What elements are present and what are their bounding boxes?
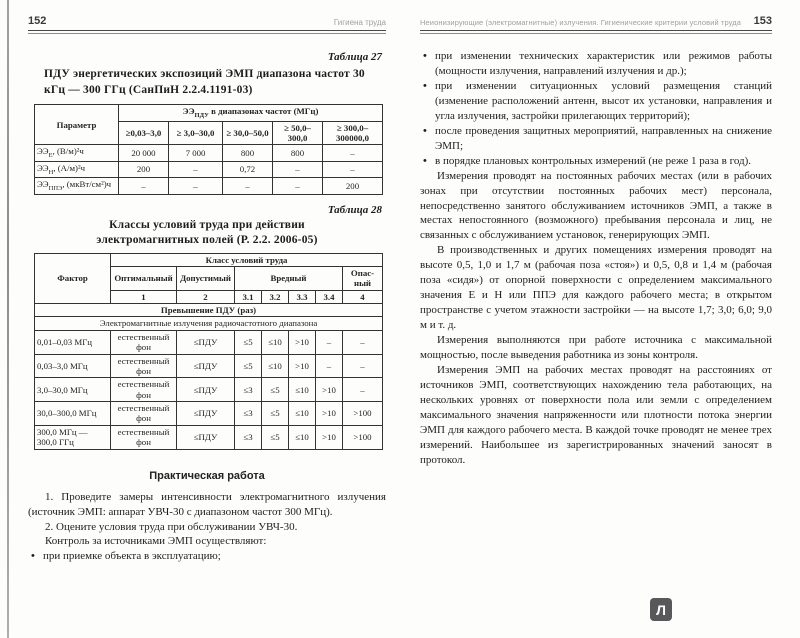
t27-cell: – [169,161,223,177]
table-28 [34,253,383,450]
t28-cell: – [316,354,343,378]
t27-cell: – [323,161,383,177]
t28-class-num: 3.3 [289,290,316,303]
table28-title [28,218,386,249]
t27-cell: – [273,178,323,194]
t28-class-num: 3.4 [316,290,343,303]
table27-title: ПДУ энергетических экспозиций ЭМП диапазона частот 30 кГц — 300 ГГц (СанПиН 2.2.4.1191-03) [44,68,365,97]
paragraph: Контроль за источниками ЭМП осуществляют: [45,535,267,548]
t28-class-num: 3.2 [262,290,289,303]
t28-col-danger: Опасный [343,266,383,290]
paragraph: Измерения ЭМП на рабочих местах проводят на расстояниях от источников ЭМП, соответствующих нахождению тела работающих, на нескольких уровнях от поверхности пола или земли с определением максимального значения напряженности или плотности потока энергии ЭМП для каждого рабочего места. В каждой точке проводят не менее трех измерений. Наибольшее из зарегистрированных значений заносят в протокол. [420,364,772,466]
t28-cell: >100 [343,425,383,449]
t28-cell: ≤5 [262,378,289,402]
t28-cell: – [343,378,383,402]
t27-group-sub: ПДУ [194,111,209,119]
t28-factor: 0,01–0,03 МГц [35,330,111,354]
right-page-body [420,49,772,468]
t28-cell: >10 [289,354,316,378]
t27-param [35,145,119,161]
t27-cell: – [223,178,273,194]
param-suffix: , (В/м)²ч [52,146,84,157]
page-left [28,0,386,638]
t27-cell: – [119,178,169,194]
bullet-item: • при изменении технических характеристик или режимов работы (мощности излучения, направлений излучения и др.); [420,49,772,79]
t27-param-header: Параметр [35,105,119,145]
t28-cell: естественный фон [111,354,177,378]
practical-work-heading: Практическая работа [149,469,265,482]
t27-cell: – [323,145,383,161]
t28-cell: ≤3 [235,425,262,449]
t28-cell: ≤5 [235,330,262,354]
t27-col-header: ≥0,03–3,0 [119,121,169,145]
t28-row [35,354,383,378]
running-head-left [28,0,386,27]
param-suffix: , (мкВт/см²)ч [62,179,112,190]
bullet-item: • в порядке плановых контрольных измерений (не реже 1 раза в год). [420,154,772,169]
t28-cell: ≤10 [262,354,289,378]
t28-cell: >10 [316,378,343,402]
t28-col-allowed: Допустимый [177,266,235,290]
practical-work-body [28,490,386,565]
paragraph: Измерения проводят на постоянных рабочих местах (или в рабочих зонах при отсутствии постоянных рабочих мест) персонала, непосредственно занятого обслуживанием источников ЭМП, а также в местах непостоянного (возможного) пребывания персонала и лиц, не связанных с обслуживанием установок, генерирующих ЭМП. [420,169,772,242]
t28-cell: ≤ПДУ [177,378,235,402]
paragraph: В производственных и других помещениях измерения проводят на высоте 0,5, 1,0 и 1,7 м (рабочая поза «стоя») и 0,5, 0,8 и 1,4 м (рабочая поза «сидя») от опорной поверхности с определением максимального значения Е и Н или ППЭ для каждого рабочего места; в открытом пространстве с учетом этажности застройки — на высоте 1,7; 3,0; 6,0; 9,0 м и т. д. [420,244,772,332]
t28-factor: 30,0–300,0 МГц [35,402,111,426]
table28-title-line1: Классы условий труда при действии [109,218,305,231]
running-head-text-left: Гигиена труда [333,18,386,27]
table27-caption: Таблица 27 [327,51,382,63]
t28-factor-header: Фактор [35,253,111,304]
param-prefix: ЭЭ [37,179,49,190]
param-sub: Е [48,152,53,160]
t28-cell: ≤5 [262,425,289,449]
t28-cell: естественный фон [111,378,177,402]
t27-cell: 20 000 [119,145,169,161]
t28-cell: >10 [316,425,343,449]
param-sub: ППЭ [48,184,63,192]
t28-col-harmful: Вредный [235,266,343,290]
t28-cell: ≤ПДУ [177,425,235,449]
paragraph: Измерения выполняются при работе источника с максимальной мощностью, после выведения работника из зоны контроля. [420,334,772,362]
t28-cell: ≤10 [289,425,316,449]
t27-cell: 7 000 [169,145,223,161]
t27-cell: 200 [323,178,383,194]
t27-col-header: ≥ 50,0–300,0 [273,121,323,145]
t27-cell: – [273,161,323,177]
bullet-item: • после проведения защитных мероприятий, направленных на снижение ЭМП; [420,124,772,154]
t28-row [35,425,383,449]
t27-cell: 800 [273,145,323,161]
t28-cell: ≤10 [262,330,289,354]
t27-row [35,178,383,194]
t27-param [35,178,119,194]
bullet-item: • при приемке объекта в эксплуатацию; [28,549,386,564]
t28-cell: ≤3 [235,378,262,402]
t28-class-num: 2 [177,290,235,303]
t27-cell: 0,72 [223,161,273,177]
t28-factor: 3,0–30,0 МГц [35,378,111,402]
bullet-item: • при изменении ситуационных условий размещения станций (изменение расположений антенн, высот их установки, направления и угла излучения, застройки прилегающих территорий); [420,79,772,124]
t27-col-header: ≥ 30,0–50,0 [223,121,273,145]
t28-cell: ≤ПДУ [177,354,235,378]
t27-param [35,161,119,177]
t27-row [35,161,383,177]
t28-cell: естественный фон [111,330,177,354]
t28-class-num: 3.1 [235,290,262,303]
t28-band-rf: Электромагнитные излучения радиочастотного диапазона [35,317,383,330]
t28-cell: – [343,354,383,378]
table28-caption: Таблица 28 [327,203,382,216]
paragraph: 1. Проведите замеры интенсивности электромагнитного излучения (источник ЭМП: аппарат УВЧ-30 с диапазоном частот 300 МГц). [28,490,386,518]
t28-factor: 0,03–3,0 МГц [35,354,111,378]
t28-cell: ≤ПДУ [177,402,235,426]
page-right [420,0,772,638]
t28-class-num: 1 [111,290,177,303]
header-rule-right [420,30,772,34]
labirint-logo: Л [650,598,672,621]
t28-row [35,330,383,354]
t27-cell: – [169,178,223,194]
t28-cell: ≤3 [235,402,262,426]
t28-cell: – [316,330,343,354]
running-head-text-right: Неионизирующие (электромагнитные) излучения. Гигиенические критерии условий труда [420,18,742,27]
t27-group-suffix: в диапазонах частот (МГц) [208,106,319,117]
t28-class-header: Класс условий труда [111,253,383,266]
t28-band-exceed: Превышение ПДУ (раз) [35,304,383,317]
t28-cell: естественный фон [111,425,177,449]
t28-cell: ≤5 [262,402,289,426]
table28-title-line2: электромагнитных полей (Р. 2.2. 2006-05) [96,234,318,247]
t28-cell: ≤ПДУ [177,330,235,354]
t28-col-optimal: Оптимальный [111,266,177,290]
t28-cell: естественный фон [111,402,177,426]
param-sub: Н [48,168,54,176]
t28-cell: ≤5 [235,354,262,378]
page-number-left: 152 [28,15,47,27]
book-edge-line [7,0,9,638]
t27-cell: 200 [119,161,169,177]
param-prefix: ЭЭ [37,146,49,157]
t28-class-num: 4 [343,290,383,303]
t28-row [35,378,383,402]
t27-group-header [119,105,383,121]
t28-cell: ≤10 [289,402,316,426]
table-27 [34,104,383,194]
t27-col-header: ≥ 300,0–300000,0 [323,121,383,145]
running-head-right [420,0,772,27]
t28-cell: – [343,330,383,354]
t27-group-prefix: ЭЭ [182,106,195,117]
param-prefix: ЭЭ [37,162,49,173]
t27-row [35,145,383,161]
t28-factor: 300,0 МГц — 300,0 ГГц [35,425,111,449]
t28-cell: ≤10 [289,378,316,402]
page-number-right: 153 [753,15,772,27]
t28-cell: >10 [316,402,343,426]
t28-cell: >100 [343,402,383,426]
paragraph: 2. Оцените условия труда при обслуживании УВЧ-30. [45,520,298,533]
t28-row [35,402,383,426]
header-rule-left [28,30,386,34]
t28-cell: >10 [289,330,316,354]
t27-col-header: ≥ 3,0–30,0 [169,121,223,145]
t27-cell: 800 [223,145,273,161]
param-suffix: , (А/м)²ч [53,162,86,173]
